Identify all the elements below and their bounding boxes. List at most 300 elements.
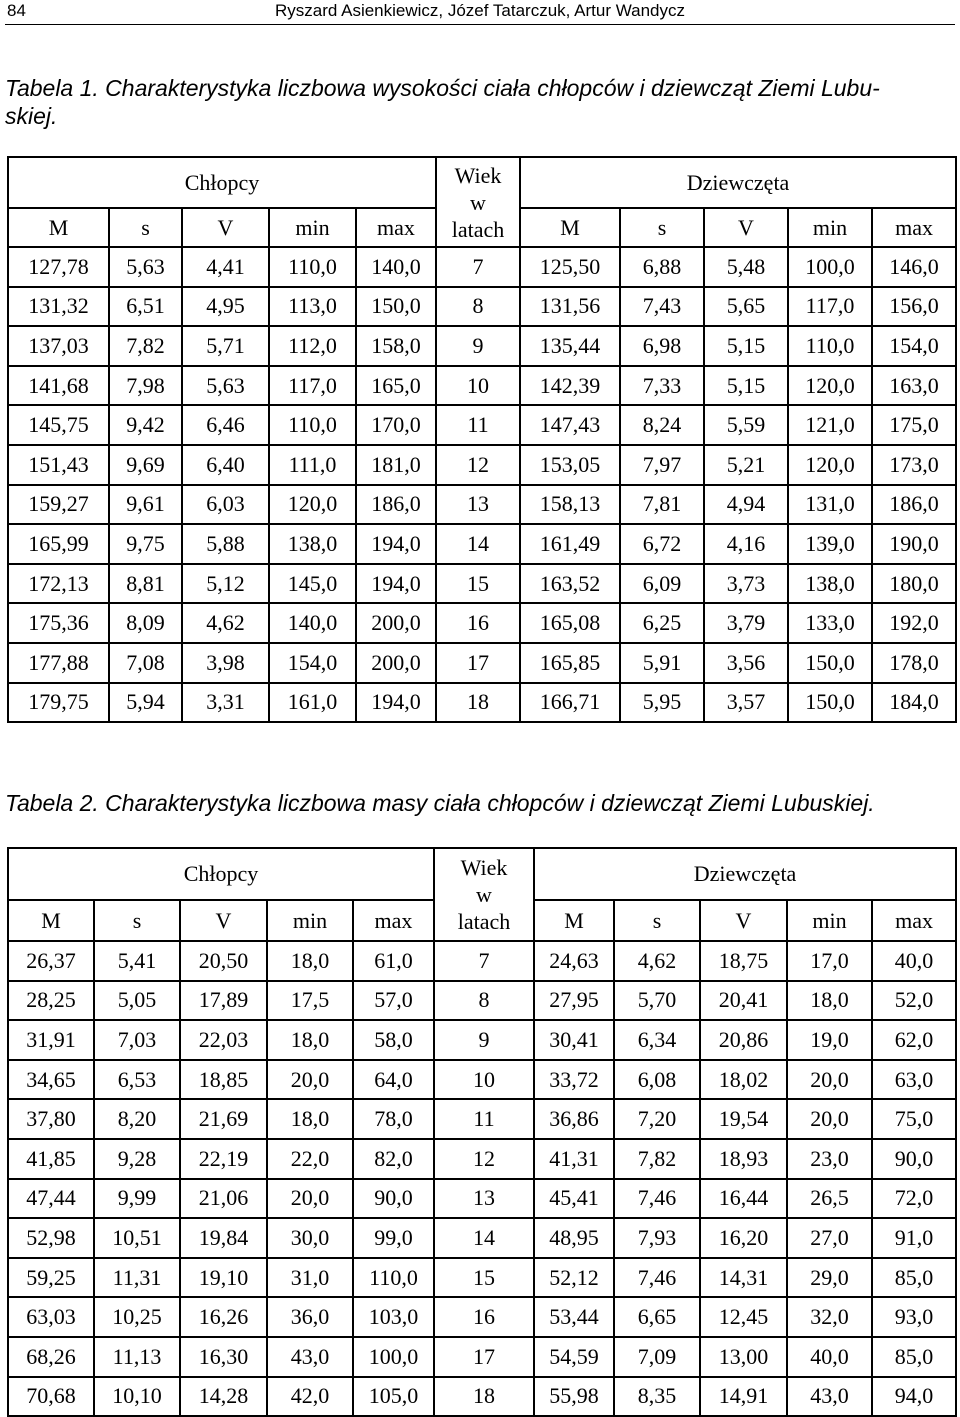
girls-group-header: Dziewczęta	[520, 157, 956, 208]
cell-girls-m: 41,31	[534, 1139, 614, 1179]
cell-boys-s: 9,61	[109, 485, 182, 525]
cell-girls-s: 6,08	[614, 1060, 700, 1100]
cell-boys-m: 172,13	[8, 564, 109, 604]
cell-girls-m: 166,71	[520, 683, 620, 723]
age-header-line3: latach	[451, 216, 505, 242]
cell-boys-s: 10,51	[94, 1218, 180, 1258]
cell-girls-s: 6,72	[620, 524, 704, 564]
cell-girls-s: 7,20	[614, 1099, 700, 1139]
cell-girls-max: 175,0	[872, 405, 956, 445]
cell-girls-v: 5,59	[704, 405, 788, 445]
col-header-m: M	[534, 900, 614, 941]
cell-boys-v: 5,88	[182, 524, 269, 564]
col-header-min: min	[269, 208, 356, 247]
cell-age: 9	[434, 1020, 534, 1060]
cell-boys-max: 200,0	[356, 603, 436, 643]
cell-boys-m: 41,85	[8, 1139, 94, 1179]
cell-boys-v: 3,31	[182, 683, 269, 723]
cell-boys-v: 3,98	[182, 643, 269, 683]
table-row	[8, 564, 956, 604]
cell-girls-v: 12,45	[700, 1297, 787, 1337]
cell-age: 10	[436, 366, 520, 406]
cell-age: 7	[434, 941, 534, 981]
cell-boys-min: 120,0	[269, 485, 356, 525]
boys-group-header: Chłopcy	[8, 848, 434, 900]
cell-boys-s: 7,03	[94, 1020, 180, 1060]
cell-girls-s: 7,33	[620, 366, 704, 406]
cell-girls-min: 29,0	[787, 1258, 872, 1298]
cell-girls-max: 94,0	[872, 1377, 956, 1417]
cell-girls-m: 163,52	[520, 564, 620, 604]
cell-boys-max: 64,0	[353, 1060, 434, 1100]
cell-boys-min: 36,0	[267, 1297, 353, 1337]
girls-group-header: Dziewczęta	[534, 848, 956, 900]
cell-girls-v: 20,41	[700, 981, 787, 1021]
col-header-m: M	[8, 900, 94, 941]
cell-boys-m: 165,99	[8, 524, 109, 564]
cell-boys-min: 111,0	[269, 445, 356, 485]
cell-girls-min: 150,0	[788, 643, 872, 683]
cell-girls-max: 180,0	[872, 564, 956, 604]
age-column-header	[434, 848, 534, 941]
col-header-max: max	[353, 900, 434, 941]
cell-girls-s: 6,88	[620, 247, 704, 287]
cell-boys-max: 181,0	[356, 445, 436, 485]
cell-boys-s: 5,94	[109, 683, 182, 723]
table1-caption-text: Tabela 1. Charakterystyka liczbowa wysokości ciała chłopców i dziewcząt Ziemi Lubu- skiej.	[5, 75, 880, 129]
cell-boys-v: 21,69	[180, 1099, 267, 1139]
cell-girls-min: 32,0	[787, 1297, 872, 1337]
cell-boys-m: 52,98	[8, 1218, 94, 1258]
table-row	[8, 1099, 956, 1139]
cell-girls-max: 63,0	[872, 1060, 956, 1100]
cell-girls-m: 27,95	[534, 981, 614, 1021]
cell-girls-min: 27,0	[787, 1218, 872, 1258]
table-row	[8, 247, 956, 287]
cell-boys-max: 57,0	[353, 981, 434, 1021]
cell-boys-s: 9,75	[109, 524, 182, 564]
cell-girls-v: 3,79	[704, 603, 788, 643]
cell-boys-m: 68,26	[8, 1337, 94, 1377]
table-row	[8, 524, 956, 564]
cell-girls-max: 156,0	[872, 287, 956, 327]
table-row	[8, 1020, 956, 1060]
cell-boys-min: 110,0	[269, 405, 356, 445]
col-header-s: s	[620, 208, 704, 247]
cell-boys-min: 145,0	[269, 564, 356, 604]
cell-age: 11	[434, 1099, 534, 1139]
cell-age: 13	[436, 485, 520, 525]
cell-girls-v: 20,86	[700, 1020, 787, 1060]
cell-girls-s: 5,70	[614, 981, 700, 1021]
cell-girls-min: 121,0	[788, 405, 872, 445]
col-header-s: s	[94, 900, 180, 941]
cell-girls-m: 131,56	[520, 287, 620, 327]
table-row	[8, 1377, 956, 1417]
cell-boys-m: 59,25	[8, 1258, 94, 1298]
cell-girls-max: 52,0	[872, 981, 956, 1021]
height-table-body	[8, 247, 956, 722]
cell-girls-min: 19,0	[787, 1020, 872, 1060]
age-column-header	[436, 157, 520, 247]
cell-boys-s: 7,08	[109, 643, 182, 683]
cell-boys-s: 8,20	[94, 1099, 180, 1139]
age-header-line1: Wiek	[460, 855, 508, 880]
cell-age: 12	[434, 1139, 534, 1179]
boys-group-header: Chłopcy	[8, 157, 436, 208]
cell-girls-v: 5,48	[704, 247, 788, 287]
cell-boys-v: 5,63	[182, 366, 269, 406]
cell-boys-max: 90,0	[353, 1179, 434, 1219]
table2-caption	[5, 789, 945, 817]
cell-boys-m: 175,36	[8, 603, 109, 643]
table-row	[8, 643, 956, 683]
cell-boys-v: 21,06	[180, 1179, 267, 1219]
cell-girls-max: 85,0	[872, 1337, 956, 1377]
running-head-authors: Ryszard Asienkiewicz, Józef Tatarczuk, Artur Wandycz	[274, 1, 686, 20]
cell-boys-max: 82,0	[353, 1139, 434, 1179]
cell-girls-max: 190,0	[872, 524, 956, 564]
cell-girls-max: 85,0	[872, 1258, 956, 1298]
cell-girls-s: 8,24	[620, 405, 704, 445]
cell-boys-s: 9,69	[109, 445, 182, 485]
cell-boys-max: 170,0	[356, 405, 436, 445]
cell-boys-s: 7,82	[109, 326, 182, 366]
cell-boys-min: 138,0	[269, 524, 356, 564]
cell-girls-s: 6,34	[614, 1020, 700, 1060]
table-row	[8, 981, 956, 1021]
age-header-line3: latach	[457, 909, 511, 934]
table1-caption	[5, 74, 945, 130]
cell-girls-m: 54,59	[534, 1337, 614, 1377]
cell-girls-m: 147,43	[520, 405, 620, 445]
cell-girls-max: 146,0	[872, 247, 956, 287]
cell-boys-m: 141,68	[8, 366, 109, 406]
cell-girls-m: 165,85	[520, 643, 620, 683]
cell-age: 17	[434, 1337, 534, 1377]
cell-girls-m: 55,98	[534, 1377, 614, 1417]
col-header-max: max	[356, 208, 436, 247]
table-row	[8, 405, 956, 445]
cell-boys-v: 20,50	[180, 941, 267, 981]
cell-boys-v: 19,10	[180, 1258, 267, 1298]
cell-boys-max: 200,0	[356, 643, 436, 683]
cell-girls-s: 7,09	[614, 1337, 700, 1377]
cell-boys-min: 161,0	[269, 683, 356, 723]
col-header-m: M	[8, 208, 109, 247]
cell-girls-m: 45,41	[534, 1179, 614, 1219]
cell-boys-m: 177,88	[8, 643, 109, 683]
cell-boys-max: 58,0	[353, 1020, 434, 1060]
cell-girls-v: 13,00	[700, 1337, 787, 1377]
cell-boys-v: 16,26	[180, 1297, 267, 1337]
cell-girls-min: 138,0	[788, 564, 872, 604]
cell-girls-s: 6,65	[614, 1297, 700, 1337]
cell-boys-min: 110,0	[269, 247, 356, 287]
table-row	[8, 683, 956, 723]
cell-girls-s: 6,09	[620, 564, 704, 604]
cell-girls-max: 163,0	[872, 366, 956, 406]
cell-boys-min: 18,0	[267, 1020, 353, 1060]
cell-girls-s: 7,97	[620, 445, 704, 485]
page-number: 84	[7, 1, 26, 20]
cell-boys-v: 18,85	[180, 1060, 267, 1100]
table-row	[8, 1060, 956, 1100]
cell-girls-v: 4,94	[704, 485, 788, 525]
cell-boys-m: 159,27	[8, 485, 109, 525]
cell-boys-min: 20,0	[267, 1179, 353, 1219]
cell-girls-s: 6,98	[620, 326, 704, 366]
cell-girls-max: 93,0	[872, 1297, 956, 1337]
cell-girls-s: 5,95	[620, 683, 704, 723]
cell-boys-min: 113,0	[269, 287, 356, 327]
cell-boys-min: 18,0	[267, 941, 353, 981]
cell-boys-m: 63,03	[8, 1297, 94, 1337]
cell-boys-min: 42,0	[267, 1377, 353, 1417]
cell-boys-v: 6,46	[182, 405, 269, 445]
page-header	[5, 0, 955, 25]
cell-boys-s: 11,13	[94, 1337, 180, 1377]
cell-boys-m: 131,32	[8, 287, 109, 327]
cell-boys-v: 5,71	[182, 326, 269, 366]
cell-girls-max: 173,0	[872, 445, 956, 485]
cell-girls-m: 53,44	[534, 1297, 614, 1337]
cell-age: 8	[436, 287, 520, 327]
cell-boys-min: 30,0	[267, 1218, 353, 1258]
cell-girls-s: 7,93	[614, 1218, 700, 1258]
cell-girls-m: 48,95	[534, 1218, 614, 1258]
cell-boys-s: 9,42	[109, 405, 182, 445]
col-header-m: M	[520, 208, 620, 247]
cell-boys-min: 20,0	[267, 1060, 353, 1100]
cell-girls-v: 18,75	[700, 941, 787, 981]
cell-boys-s: 5,05	[94, 981, 180, 1021]
cell-girls-v: 3,57	[704, 683, 788, 723]
cell-age: 9	[436, 326, 520, 366]
cell-girls-m: 135,44	[520, 326, 620, 366]
cell-girls-min: 100,0	[788, 247, 872, 287]
cell-boys-s: 5,41	[94, 941, 180, 981]
cell-girls-m: 52,12	[534, 1258, 614, 1298]
cell-boys-max: 194,0	[356, 683, 436, 723]
cell-girls-max: 72,0	[872, 1179, 956, 1219]
cell-girls-min: 133,0	[788, 603, 872, 643]
cell-girls-min: 18,0	[787, 981, 872, 1021]
age-header-line1: Wiek	[454, 162, 502, 188]
cell-boys-min: 117,0	[269, 366, 356, 406]
table-row	[8, 1139, 956, 1179]
mass-table	[7, 847, 957, 1417]
cell-girls-m: 142,39	[520, 366, 620, 406]
col-header-v: V	[700, 900, 787, 941]
cell-girls-max: 62,0	[872, 1020, 956, 1060]
cell-boys-v: 17,89	[180, 981, 267, 1021]
age-header-line2: w	[476, 882, 492, 907]
cell-boys-m: 47,44	[8, 1179, 94, 1219]
cell-boys-min: 17,5	[267, 981, 353, 1021]
cell-girls-v: 5,21	[704, 445, 788, 485]
cell-girls-m: 161,49	[520, 524, 620, 564]
col-header-min: min	[787, 900, 872, 941]
cell-girls-v: 3,56	[704, 643, 788, 683]
cell-boys-max: 99,0	[353, 1218, 434, 1258]
cell-girls-v: 19,54	[700, 1099, 787, 1139]
cell-girls-min: 150,0	[788, 683, 872, 723]
cell-girls-v: 18,02	[700, 1060, 787, 1100]
cell-girls-max: 184,0	[872, 683, 956, 723]
cell-boys-min: 140,0	[269, 603, 356, 643]
cell-girls-min: 20,0	[787, 1060, 872, 1100]
cell-boys-s: 6,53	[94, 1060, 180, 1100]
cell-boys-s: 8,09	[109, 603, 182, 643]
table-row	[8, 287, 956, 327]
cell-boys-v: 5,12	[182, 564, 269, 604]
cell-boys-s: 7,98	[109, 366, 182, 406]
cell-girls-max: 178,0	[872, 643, 956, 683]
cell-age: 7	[436, 247, 520, 287]
cell-girls-v: 18,93	[700, 1139, 787, 1179]
table-row	[8, 326, 956, 366]
col-header-max: max	[872, 208, 956, 247]
cell-girls-v: 16,44	[700, 1179, 787, 1219]
cell-girls-v: 5,15	[704, 326, 788, 366]
mass-table-body	[8, 941, 956, 1416]
table-row	[8, 366, 956, 406]
cell-boys-s: 6,51	[109, 287, 182, 327]
cell-age: 14	[436, 524, 520, 564]
cell-boys-v: 19,84	[180, 1218, 267, 1258]
cell-boys-m: 31,91	[8, 1020, 94, 1060]
cell-boys-max: 103,0	[353, 1297, 434, 1337]
cell-boys-m: 70,68	[8, 1377, 94, 1417]
table-row	[8, 445, 956, 485]
cell-boys-max: 61,0	[353, 941, 434, 981]
cell-girls-s: 7,46	[614, 1258, 700, 1298]
cell-age: 14	[434, 1218, 534, 1258]
cell-age: 18	[436, 683, 520, 723]
cell-girls-min: 43,0	[787, 1377, 872, 1417]
table-row	[8, 1218, 956, 1258]
cell-boys-m: 137,03	[8, 326, 109, 366]
cell-boys-max: 194,0	[356, 524, 436, 564]
cell-boys-s: 10,10	[94, 1377, 180, 1417]
cell-age: 18	[434, 1377, 534, 1417]
col-header-min: min	[267, 900, 353, 941]
cell-girls-v: 16,20	[700, 1218, 787, 1258]
cell-girls-s: 7,46	[614, 1179, 700, 1219]
cell-age: 10	[434, 1060, 534, 1100]
cell-girls-max: 186,0	[872, 485, 956, 525]
cell-girls-s: 8,35	[614, 1377, 700, 1417]
cell-girls-m: 24,63	[534, 941, 614, 981]
cell-boys-v: 6,40	[182, 445, 269, 485]
cell-boys-v: 4,62	[182, 603, 269, 643]
cell-boys-s: 11,31	[94, 1258, 180, 1298]
cell-boys-v: 6,03	[182, 485, 269, 525]
cell-girls-min: 26,5	[787, 1179, 872, 1219]
cell-girls-min: 17,0	[787, 941, 872, 981]
cell-boys-m: 26,37	[8, 941, 94, 981]
cell-boys-m: 37,80	[8, 1099, 94, 1139]
cell-boys-m: 145,75	[8, 405, 109, 445]
cell-girls-m: 125,50	[520, 247, 620, 287]
age-header-line2: w	[470, 189, 486, 215]
cell-boys-m: 179,75	[8, 683, 109, 723]
cell-girls-max: 154,0	[872, 326, 956, 366]
cell-girls-m: 30,41	[534, 1020, 614, 1060]
cell-girls-v: 14,91	[700, 1377, 787, 1417]
table2-caption-text: Tabela 2. Charakterystyka liczbowa masy ciała chłopców i dziewcząt Ziemi Lubuskiej.	[5, 790, 875, 816]
cell-age: 12	[436, 445, 520, 485]
cell-girls-v: 5,15	[704, 366, 788, 406]
col-header-v: V	[704, 208, 788, 247]
cell-boys-s: 10,25	[94, 1297, 180, 1337]
table-row	[8, 1258, 956, 1298]
cell-boys-min: 31,0	[267, 1258, 353, 1298]
cell-boys-max: 78,0	[353, 1099, 434, 1139]
cell-boys-max: 194,0	[356, 564, 436, 604]
cell-girls-m: 158,13	[520, 485, 620, 525]
cell-age: 13	[434, 1179, 534, 1219]
cell-boys-v: 22,03	[180, 1020, 267, 1060]
cell-age: 16	[434, 1297, 534, 1337]
cell-girls-s: 7,82	[614, 1139, 700, 1179]
cell-girls-min: 139,0	[788, 524, 872, 564]
col-header-min: min	[788, 208, 872, 247]
cell-boys-v: 16,30	[180, 1337, 267, 1377]
cell-boys-max: 165,0	[356, 366, 436, 406]
table-row	[8, 1297, 956, 1337]
height-table	[7, 156, 957, 723]
cell-girls-max: 75,0	[872, 1099, 956, 1139]
cell-boys-max: 140,0	[356, 247, 436, 287]
col-header-s: s	[109, 208, 182, 247]
cell-girls-m: 165,08	[520, 603, 620, 643]
col-header-v: V	[180, 900, 267, 941]
cell-age: 8	[434, 981, 534, 1021]
cell-girls-min: 117,0	[788, 287, 872, 327]
cell-girls-min: 20,0	[787, 1099, 872, 1139]
cell-girls-v: 4,16	[704, 524, 788, 564]
table-row	[8, 485, 956, 525]
col-header-s: s	[614, 900, 700, 941]
cell-boys-min: 43,0	[267, 1337, 353, 1377]
cell-girls-s: 6,25	[620, 603, 704, 643]
table-row	[8, 603, 956, 643]
cell-girls-v: 5,65	[704, 287, 788, 327]
cell-boys-max: 158,0	[356, 326, 436, 366]
cell-boys-min: 18,0	[267, 1099, 353, 1139]
cell-age: 15	[436, 564, 520, 604]
cell-girls-s: 4,62	[614, 941, 700, 981]
cell-girls-max: 40,0	[872, 941, 956, 981]
cell-girls-m: 33,72	[534, 1060, 614, 1100]
cell-girls-min: 110,0	[788, 326, 872, 366]
cell-girls-s: 7,81	[620, 485, 704, 525]
cell-boys-m: 151,43	[8, 445, 109, 485]
col-header-v: V	[182, 208, 269, 247]
table-row	[8, 1337, 956, 1377]
cell-girls-max: 192,0	[872, 603, 956, 643]
cell-boys-v: 4,95	[182, 287, 269, 327]
cell-age: 17	[436, 643, 520, 683]
cell-boys-max: 110,0	[353, 1258, 434, 1298]
cell-girls-m: 153,05	[520, 445, 620, 485]
cell-girls-m: 36,86	[534, 1099, 614, 1139]
cell-boys-m: 127,78	[8, 247, 109, 287]
cell-girls-s: 7,43	[620, 287, 704, 327]
cell-girls-min: 120,0	[788, 366, 872, 406]
